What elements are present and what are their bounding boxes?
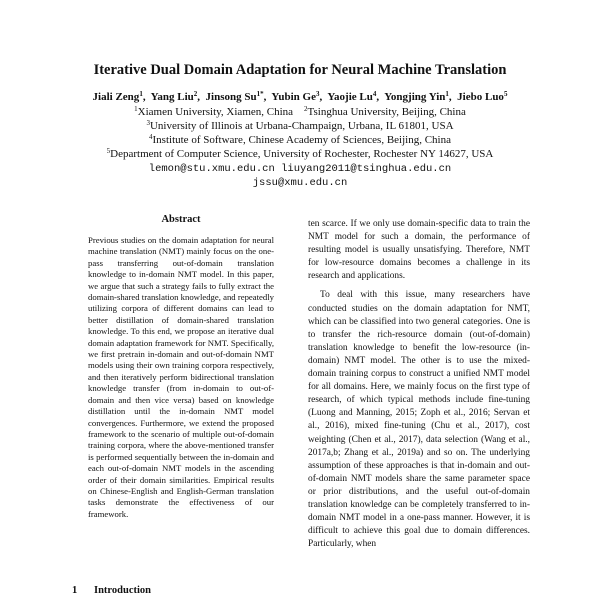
intro-right-column bbox=[308, 218, 530, 551]
abstract-heading: Abstract bbox=[161, 214, 201, 225]
affiliation-line-2: $^3$University of Illinois at Urbana-Champaign, Urbana, IL 61801, USA bbox=[146, 119, 454, 132]
author: Yang Liu$^2$ bbox=[150, 90, 198, 103]
abstract-body: Previous studies on the domain adaptation for neural machine translation (NMT) mainly focus on the one-pass transferring out-of-domain translation knowledge to in-domain NMT model. In this paper, we argue that such a strategy fails to fully extract the domain-shared translation knowledge, and repeatedly utilizing corpora of different domains can lead to better distillation of domain-shared translation knowledge. To this end, we propose an iterative dual domain adaptation framework for NMT. Specifically, we first pretrain in-domain and out-of-domain NMT models using their own training corpora respectively, and then iteratively perform bidirectional translation knowledge transfer (from in-domain to out-of-domain and then vice versa) based on knowledge distillation until the in-domain NMT model convergences. Furthermore, we extend the proposed framework to the scenario of multiple out-of-domain training corpora, where the above-mentioned transfer is performed sequentially between the in-domain and each out-of-domain NMT models in the ascending order of their domain similarities. Empirical results on Chinese-English and English-German translation tasks demonstrate the effectiveness of our framework. bbox=[88, 235, 274, 519]
author: Yubin Ge$^3$ bbox=[271, 90, 320, 103]
author: Jiebo Luo$^5$ bbox=[457, 90, 508, 103]
author: Yaojie Lu$^4$ bbox=[327, 90, 377, 103]
paper-title: Iterative Dual Domain Adaptation for Neural Machine Translation bbox=[93, 62, 507, 78]
author: Jinsong $Su^{1*}$ bbox=[205, 90, 264, 103]
section-heading bbox=[72, 585, 151, 596]
affiliation-line-1: $^1$Xiamen University, Xiamen, China $^2$Tsinghua University, Beijing, China bbox=[134, 105, 466, 118]
affiliation-line-4: $^5$Department of Computer Science, University of Rochester, Rochester NY 14627, USA bbox=[106, 147, 494, 160]
paragraph: ten scarce. If we only use domain-specific data to train the NMT model for such a domain, the performance of resulting model is usually unsatisfying. Therefore, NMT for low-resource domains becomes a challenge in its research and applications. bbox=[308, 219, 530, 282]
section-title: Introduction bbox=[94, 585, 151, 596]
email-line-1: lemon@stu.xmu.edu.cn liuyang2011@tsinghua.edu.cn bbox=[148, 163, 452, 175]
paragraph: To deal with this issue, many researchers have conducted studies on the domain adaptation for NMT, which can be classified into two general categories. One is to transfer the rich-resource domain (out-of-domain) translation knowledge to benefit the low-resource (in-domain) NMT model. The other is to use the mixed-domain training corpus to construct a unified NMT model for all domains. Here, we mainly focus on the first type of research, of which typical methods include fine-tuning (Luong and Manning, 2015; Zoph et al., 2016; Servan et al., 2016), mixed fine-tuning (Chu et al., 2017), cost weighting (Chen et al., 2017), data selection (Wang et al., 2017a,b; Zhang et al., 2019a) and so on. The underlying assumption of these approaches is that in-domain and out-of-domain NMT models share the same parameter space or prior distributions, and the useful out-of-domain translation knowledge can be completely transferred to in-domain NMT model in a one-pass manner. However, it is difficult to achieve this goal due to domain differences. Particularly, when bbox=[308, 290, 530, 550]
author: Yongjing Yin$^1$ bbox=[384, 90, 449, 103]
affiliation-line-3: $^4$Institute of Software, Chinese Academy of Sciences, Beijing, China bbox=[149, 133, 451, 146]
author-list: Jiali Zeng$^1$, Yang Liu$^2$, Jinsong $Su^{1*}$, Yubin Ge$^3$, Yaojie Lu$^4$, Yongjing Yin$^1$, Jiebo Luo$^5$ bbox=[92, 90, 508, 103]
author: Jiali Zeng$^1$ bbox=[92, 90, 143, 103]
email-line-2: jssu@xmu.edu.cn bbox=[252, 177, 348, 189]
section-number: 1 bbox=[72, 585, 78, 596]
